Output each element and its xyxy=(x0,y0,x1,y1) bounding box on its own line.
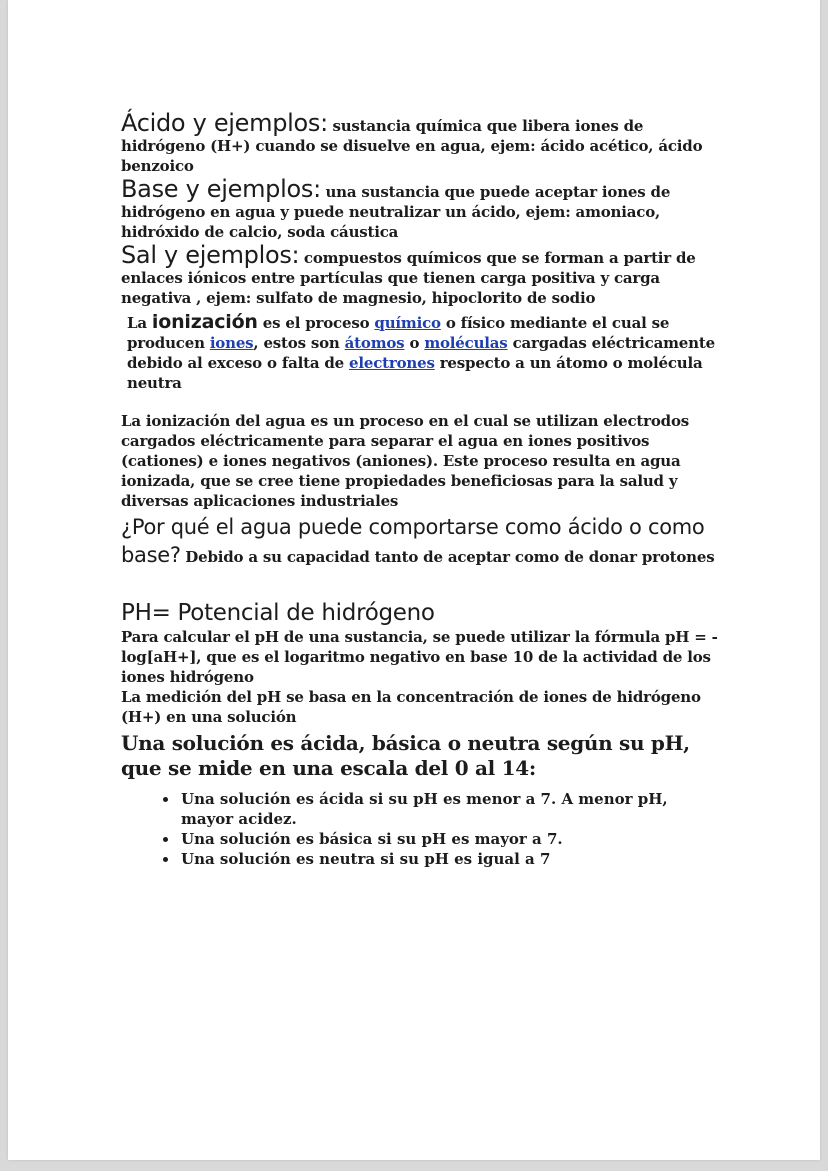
agua-ionizacion-paragraph: La ionización del agua es un proceso en el cual se utilizan electrodos cargados eléctricamente para separar el agua en iones positivos (cationes) e iones negativos (aniones). Este proceso resulta en agua ionizada, que se cree tiene propiedades beneficiosas para la salud y diversas aplicaciones industriales xyxy=(121,412,690,510)
ph-formula-paragraph: Para calcular el pH de una sustancia, se puede utilizar la fórmula pH = -log[aH+], que es el logaritmo negativo en base 10 de la actividad de los iones hidrógeno xyxy=(121,628,718,686)
document-body xyxy=(121,110,721,869)
link-iones[interactable]: iones xyxy=(209,334,254,352)
sal-title: Sal y ejemplos: xyxy=(121,241,300,269)
base-paragraph xyxy=(121,176,721,242)
pregunta-answer: Debido a su capacidad tanto de aceptar como de donar protones xyxy=(185,548,715,566)
link-quimico[interactable]: químico xyxy=(374,314,441,332)
ionizacion-paragraph xyxy=(121,312,721,393)
acido-text: sustancia química que libera iones de hidrógeno (H+) cuando se disuelve en agua, ejem: ácido acético, ácido benzoico xyxy=(121,117,703,175)
base-text: una sustancia que puede aceptar iones de hidrógeno en agua y puede neutralizar un ácido, ejem: amoniaco, hidróxido de calcio, soda cáustica xyxy=(121,183,671,241)
ionizacion-text-5: cargadas eléctricamente debido al exceso o falta de xyxy=(127,334,715,372)
ionizacion-text-1: es el proceso xyxy=(262,314,370,332)
ionizacion-term: ionización xyxy=(151,311,258,333)
link-electrones[interactable]: electrones xyxy=(349,354,435,372)
ionizacion-prefix: La xyxy=(127,314,147,332)
acido-paragraph xyxy=(121,110,721,176)
ph-medicion-paragraph: La medición del pH se basa en la concentración de iones de hidrógeno (H+) en una solución xyxy=(121,688,701,726)
ionizacion-text-4: o xyxy=(409,334,420,352)
pregunta-title: ¿Por qué el agua puede comportarse como ácido o como base? xyxy=(121,515,705,567)
ionizacion-text-2: o físico mediante el cual se producen xyxy=(127,314,670,352)
ph-scale-heading: Una solución es ácida, básica o neutra según su pH, que se mide en una escala del 0 al 14: xyxy=(121,731,690,780)
ph-bullet-list xyxy=(121,789,721,869)
base-title: Base y ejemplos: xyxy=(121,175,321,203)
sal-text: compuestos químicos que se forman a partir de enlaces iónicos entre partículas que tienen carga positiva y carga negativa , ejem: sulfato de magnesio, hipoclorito de sodio xyxy=(121,249,696,307)
pregunta-paragraph xyxy=(121,513,721,569)
list-item: • Una solución es ácida si su pH es menor a 7. A menor pH, mayor acidez. xyxy=(179,789,721,829)
list-item: • Una solución es neutra si su pH es igual a 7 xyxy=(179,849,721,869)
ionizacion-text-6: respecto a un átomo o molécula neutra xyxy=(127,354,703,392)
ph-title: PH= Potencial de hidrógeno xyxy=(121,600,435,626)
list-item: • Una solución es básica si su pH es mayor a 7. xyxy=(179,829,721,849)
sal-paragraph xyxy=(121,242,721,308)
link-moleculas[interactable]: moléculas xyxy=(424,334,508,352)
ionizacion-text-3: , estos son xyxy=(253,334,340,352)
acido-title: Ácido y ejemplos: xyxy=(121,109,328,137)
link-atomos[interactable]: átomos xyxy=(344,334,405,352)
document-page xyxy=(8,0,820,1160)
